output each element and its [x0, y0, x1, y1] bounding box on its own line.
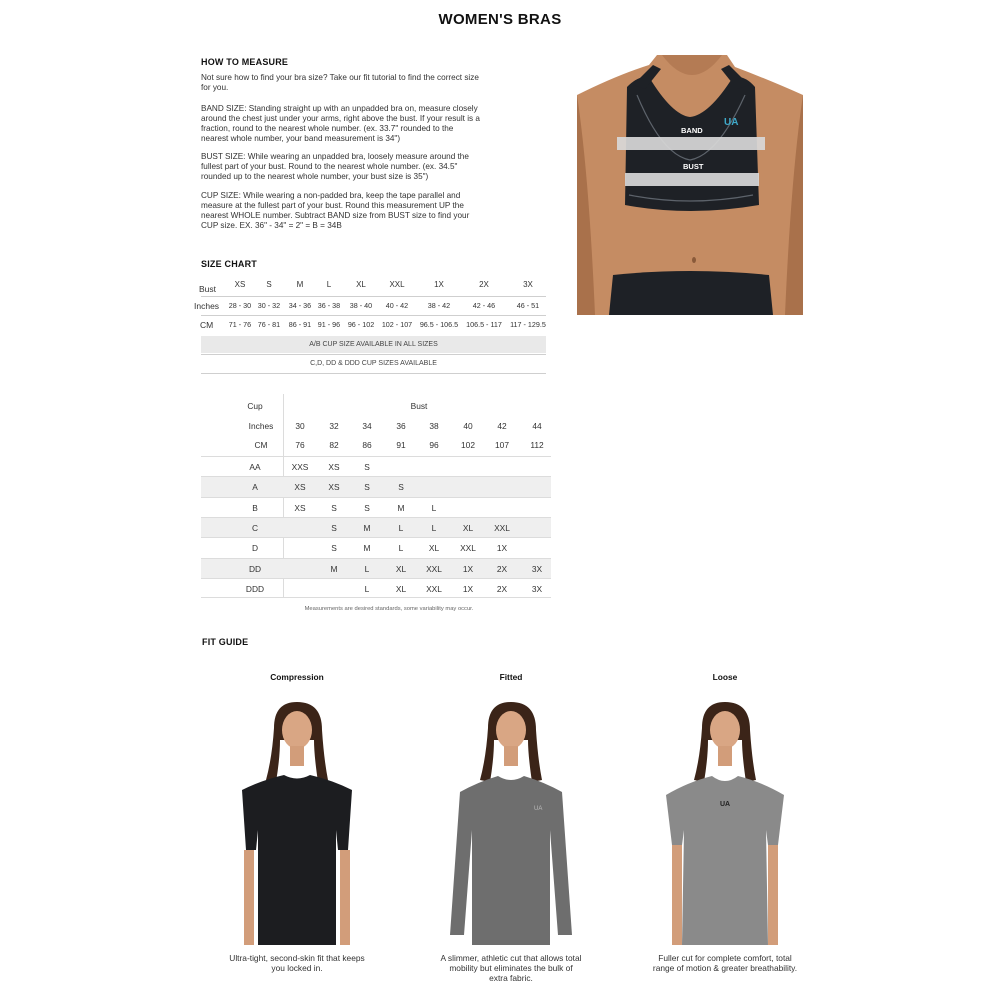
compression-model-photo: [222, 700, 372, 945]
fitted-model-photo: [436, 700, 586, 945]
cup-table-header-cell: 44: [532, 421, 542, 431]
size-chart-cell: 2X: [479, 280, 489, 289]
size-chart-cell: 96 - 102: [347, 320, 375, 329]
table-cell: XS: [328, 462, 340, 472]
divider: [201, 296, 546, 297]
size-chart-cell: 28 - 30: [228, 301, 252, 310]
table-cell: XS: [294, 482, 306, 493]
size-chart-cm-label: CM: [200, 320, 214, 330]
table-cell: M: [397, 502, 405, 513]
cup-table-header-cell: 38: [429, 421, 439, 431]
page-title: WOMEN'S BRAS: [438, 11, 562, 28]
intro-paragraph: Not sure how to find your bra size? Take our fit tutorial to find the correct size for you.: [201, 73, 479, 92]
size-chart-bust-label: Bust: [199, 284, 217, 294]
table-cell: XS: [328, 482, 340, 493]
size-chart-cell: 40 - 42: [385, 301, 409, 310]
size-chart-cell: 86 - 91: [288, 320, 312, 329]
table-cell: XS: [294, 502, 306, 513]
cup-size-paragraph: CUP SIZE: While wearing a non-padded bra, keep the tape parallel and measure at the fullest part of your bust. Round this measurement UP the nearest WHOLE number. Subtract BAND size from BUST size to find your CUP size. EX. 36" - 34" = 2" = B = 34B: [201, 191, 470, 230]
svg-text:UA: UA: [720, 801, 731, 808]
table-cell: XL: [395, 583, 407, 594]
table-cell: M: [330, 563, 338, 574]
cup-size-label: DD: [248, 563, 262, 574]
size-chart-cell: L: [326, 280, 332, 289]
band-label: BAND: [681, 126, 703, 135]
fit-caption-fitted: A slimmer, athletic cut that allows total mobility but eliminates the bulk of extra fabric.: [440, 953, 582, 983]
cd-cup-note: C,D, DD & DDD CUP SIZES AVAILABLE: [310, 360, 437, 367]
cup-table-header-cell: 107: [495, 440, 509, 450]
table-cell: 3X: [531, 563, 543, 574]
divider: [201, 315, 546, 316]
cup-table-header-cell: 34: [362, 421, 372, 431]
divider: [201, 373, 546, 374]
cup-table-cup-label: Cup: [247, 401, 263, 411]
table-cell: 2X: [496, 583, 508, 594]
size-chart-cell: 96.5 - 106.5: [419, 320, 459, 329]
cup-size-label: AA: [249, 462, 261, 472]
cup-table-header-cell: 112: [530, 440, 544, 450]
table-cell: S: [331, 522, 337, 533]
size-chart-cell: 117 - 129.5: [510, 320, 546, 329]
size-chart-cell: 38 - 40: [349, 301, 373, 310]
table-cell: S: [364, 462, 370, 472]
cup-table-inches-label: Inches: [248, 421, 274, 431]
table-row: [201, 476, 551, 497]
table-row: [201, 497, 551, 518]
table-cell: XL: [428, 543, 440, 554]
bra-measure-photo: [577, 55, 803, 315]
cup-table-header-cell: 40: [463, 421, 473, 431]
size-chart-cell: 34 - 36: [288, 301, 312, 310]
table-cell: M: [363, 522, 371, 533]
cup-table-bust-label: Bust: [410, 401, 428, 411]
size-chart-heading: SIZE CHART: [201, 259, 257, 269]
cup-size-label: C: [251, 522, 259, 533]
table-cell: 1X: [462, 563, 474, 574]
fit-guide-heading: FIT GUIDE: [202, 637, 249, 647]
table-cell: 2X: [496, 563, 508, 574]
band-size-paragraph: BAND SIZE: Standing straight up with an unpadded bra on, measure closely around the chest just under your arms, right above the bust. If your result is a fraction, round to the nearest whole number. (ex. 33.7" rounded to the nearest whole number, your band measurement is 34"): [201, 104, 480, 143]
size-chart-cell: 42 - 46: [472, 301, 496, 310]
table-cell: L: [398, 522, 404, 533]
bust-size-paragraph: BUST SIZE: While wearing an unpadded bra, loosely measure around the fullest part of your bust. Round to the nearest whole number. (ex. 34.5" rounded up to the nearest whole number, your bust size is 35"): [201, 152, 469, 181]
table-cell: L: [398, 543, 404, 554]
size-chart-cell: 36 - 38: [317, 301, 341, 310]
cup-table-header-cell: 30: [295, 421, 305, 431]
divider: [201, 597, 551, 598]
table-row: [201, 537, 551, 558]
size-chart-cell: 3X: [523, 280, 533, 289]
size-chart-cell: XS: [234, 280, 246, 289]
fit-caption-compression: Ultra-tight, second-skin fit that keeps you locked in.: [229, 953, 365, 973]
fit-label-loose: Loose: [712, 672, 738, 682]
size-chart-cell: 1X: [434, 280, 444, 289]
cup-table-header-cell: 96: [429, 440, 439, 450]
size-chart-cell: 91 - 96: [317, 320, 341, 329]
size-chart-cell: 76 - 81: [257, 320, 281, 329]
table-cell: XL: [462, 522, 474, 533]
size-chart-cell: 71 - 76: [228, 320, 252, 329]
loose-model-photo: [650, 700, 800, 945]
size-chart-cell: 38 - 42: [427, 301, 451, 310]
table-row: [201, 456, 551, 477]
cup-size-label: B: [252, 502, 258, 513]
cup-table-header-cell: 82: [329, 440, 339, 450]
table-cell: S: [398, 482, 404, 493]
table-cell: L: [364, 563, 370, 574]
table-row: [201, 558, 551, 579]
fit-caption-loose: Fuller cut for complete comfort, total range of motion & greater breathability.: [652, 953, 798, 973]
measurement-note: Measurements are desired standards, some variability may occur.: [304, 606, 474, 612]
table-cell: XXL: [426, 583, 442, 594]
ab-cup-note: A/B CUP SIZE AVAILABLE IN ALL SIZES: [201, 336, 546, 353]
cup-table-header-cell: 36: [396, 421, 406, 431]
table-cell: S: [364, 482, 370, 493]
cup-table-header-cell: 86: [362, 440, 372, 450]
size-chart-cell: S: [266, 280, 272, 289]
size-chart-cell: XL: [356, 280, 366, 289]
cup-table-header-cell: 102: [461, 440, 475, 450]
table-cell: XXL: [426, 563, 442, 574]
table-cell: 1X: [496, 543, 508, 554]
table-cell: S: [331, 543, 337, 554]
fit-label-fitted: Fitted: [499, 672, 523, 682]
cup-table-cm-label: CM: [254, 440, 268, 450]
table-cell: M: [363, 543, 371, 554]
cup-size-label: DDD: [245, 583, 265, 594]
cup-size-label: A: [252, 482, 258, 493]
bust-label: BUST: [683, 162, 704, 171]
cup-table-header-cell: 76: [295, 440, 305, 450]
table-cell: S: [331, 502, 337, 513]
table-cell: XXL: [460, 543, 476, 554]
cup-table-header-cell: 42: [497, 421, 507, 431]
size-chart-cell: 102 - 107: [381, 320, 413, 329]
fit-label-compression: Compression: [270, 672, 324, 682]
size-chart-cell: 30 - 32: [257, 301, 281, 310]
table-cell: L: [431, 502, 437, 513]
table-row: [201, 517, 551, 538]
table-cell: S: [364, 502, 370, 513]
table-cell: 3X: [531, 583, 543, 594]
size-chart-cell: 106.5 - 117: [466, 320, 502, 329]
table-cell: XXS: [291, 462, 309, 472]
table-row: [201, 578, 551, 599]
svg-text:UA: UA: [724, 117, 739, 128]
table-cell: 1X: [462, 583, 474, 594]
how-to-measure-heading: HOW TO MEASURE: [201, 57, 289, 67]
size-chart-cell: XXL: [389, 280, 405, 289]
table-cell: L: [431, 522, 437, 533]
cup-size-label: D: [251, 543, 259, 554]
bra-model-illustration: [577, 55, 803, 315]
table-cell: XL: [395, 563, 407, 574]
table-cell: XXL: [494, 522, 510, 533]
cup-table-header-cell: 32: [329, 421, 339, 431]
table-cell: L: [364, 583, 370, 594]
size-chart-cell: 46 - 51: [516, 301, 540, 310]
size-chart-cell: M: [296, 280, 304, 289]
size-chart-inches-label: Inches: [194, 301, 220, 311]
cup-table-header-cell: 91: [396, 440, 406, 450]
svg-text:UA: UA: [534, 806, 543, 812]
